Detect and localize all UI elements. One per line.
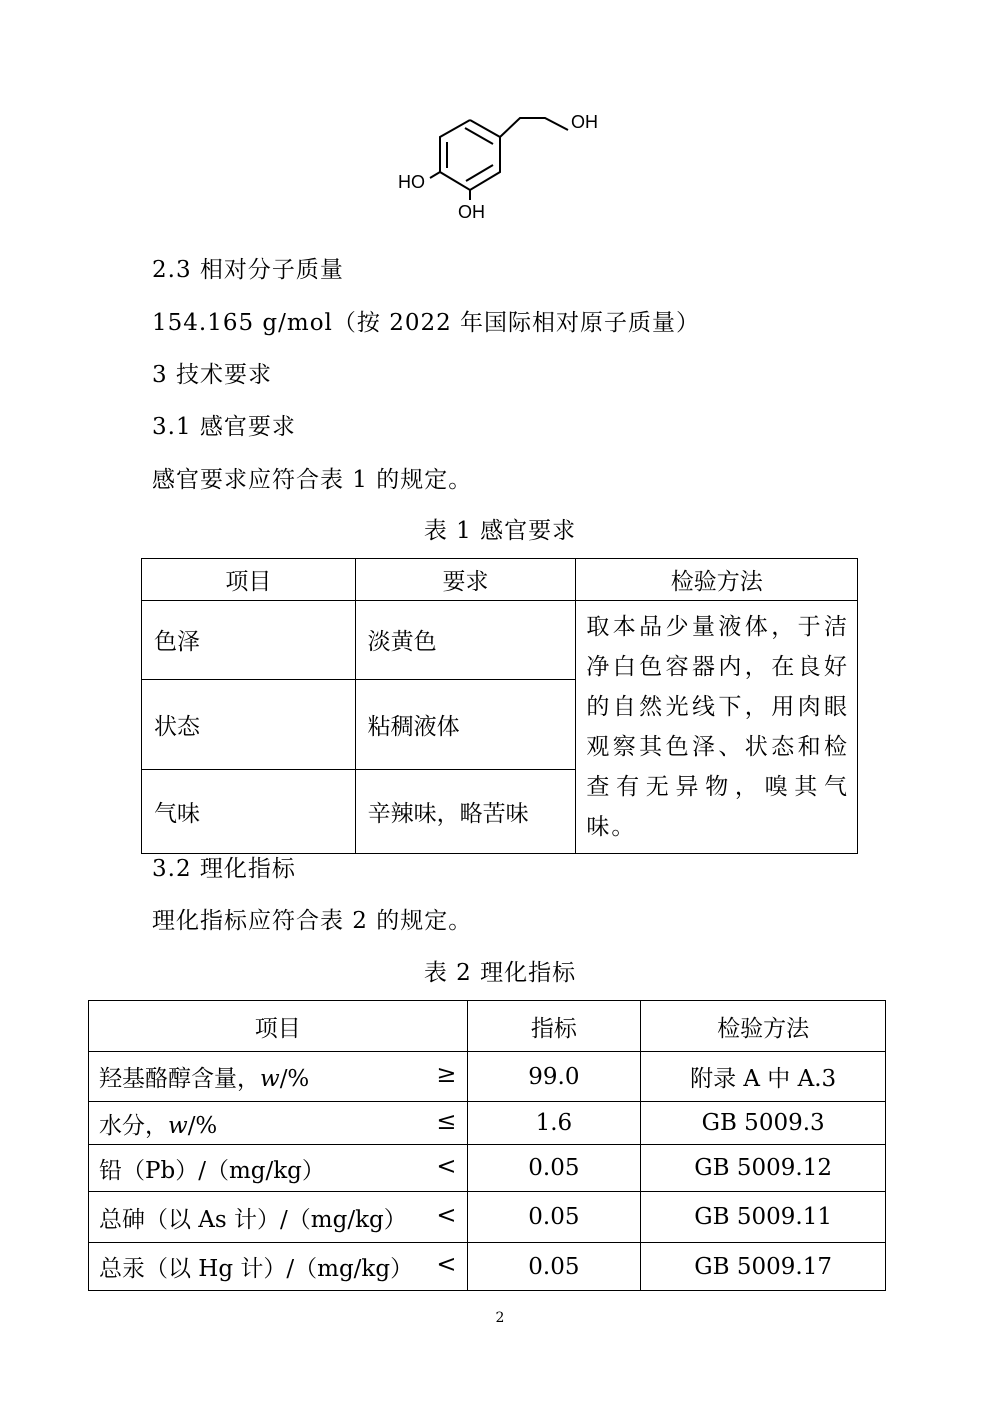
table-row — [142, 601, 858, 680]
table-row — [89, 1102, 886, 1145]
page-number: 2 — [495, 1310, 505, 1326]
header-item: 项目 — [142, 559, 356, 601]
oh-label-top: OH — [571, 112, 598, 132]
table-header-row — [142, 559, 858, 601]
oh-label-bottom: OH — [458, 202, 485, 222]
section-3-2-text: 理化指标应符合表 2 的规定。 — [152, 908, 473, 934]
method-cell: GB 5009.3 — [641, 1102, 886, 1145]
header-item: 项目 — [89, 1001, 468, 1052]
requirement-cell: 辛辣味，略苦味 — [355, 770, 576, 854]
item-cell: 气味 — [142, 770, 356, 854]
item-text: 铅（Pb）/（mg/kg） — [99, 1157, 325, 1184]
hydroxytyrosol-structure — [380, 100, 620, 230]
section-3-heading: 3 技术要求 — [152, 362, 272, 388]
table-2-caption: 表 2 理化指标 — [423, 960, 577, 986]
item-cell: 色泽 — [142, 601, 356, 680]
item-cell — [89, 1192, 468, 1243]
item-text: 羟基酪醇含量， — [99, 1066, 260, 1092]
method-cell: GB 5009.11 — [641, 1192, 886, 1243]
item-variable: w — [260, 1066, 280, 1092]
item-variable: w — [168, 1112, 188, 1139]
item-text: 水分， — [99, 1112, 168, 1139]
comparison-symbol: ≥ — [436, 1060, 457, 1088]
section-3-2-heading: 3.2 理化指标 — [152, 856, 296, 882]
item-cell — [89, 1052, 468, 1102]
value-cell: 0.05 — [467, 1145, 641, 1192]
table-row — [89, 1145, 886, 1192]
table-row — [89, 1243, 886, 1291]
header-method: 检验方法 — [576, 559, 858, 601]
item-cell — [89, 1243, 468, 1291]
value-cell: 1.6 — [467, 1102, 641, 1145]
method-cell: GB 5009.12 — [641, 1145, 886, 1192]
method-cell: 附录 A 中 A.3 — [641, 1052, 886, 1102]
value-cell: 99.0 — [467, 1052, 641, 1102]
requirement-cell: 粘稠液体 — [355, 679, 576, 769]
table-row — [89, 1052, 886, 1102]
method-cell: GB 5009.17 — [641, 1243, 886, 1291]
table-1-caption: 表 1 感官要求 — [423, 518, 577, 544]
table-row — [89, 1192, 886, 1243]
value-cell: 0.05 — [467, 1192, 641, 1243]
item-text: 总砷（以 As 计）/（mg/kg） — [99, 1206, 407, 1233]
method-cell: 取本品少量液体，于洁净白色容器内，在良好的自然光线下，用肉眼观察其色泽、状态和检查有无异物，嗅其气味。 — [576, 601, 858, 854]
header-method: 检验方法 — [641, 1001, 886, 1052]
item-cell: 状态 — [142, 679, 356, 769]
section-3-1-heading: 3.1 感官要求 — [152, 414, 296, 440]
header-index: 指标 — [467, 1001, 641, 1052]
item-unit: /% — [279, 1066, 310, 1092]
comparison-symbol: < — [436, 1151, 457, 1180]
comparison-symbol: < — [436, 1250, 457, 1278]
item-text: 总汞（以 Hg 计）/（mg/kg） — [99, 1256, 414, 1282]
item-cell — [89, 1145, 468, 1192]
requirement-cell: 淡黄色 — [355, 601, 576, 680]
sensory-table — [141, 558, 858, 854]
section-3-1-text: 感官要求应符合表 1 的规定。 — [152, 467, 473, 493]
ho-label-left: HO — [398, 172, 425, 192]
value-cell: 0.05 — [467, 1243, 641, 1291]
molecular-mass-text: 154.165 g/mol（按 2022 年国际相对原子质量） — [152, 310, 701, 336]
item-cell — [89, 1102, 468, 1145]
comparison-symbol: ≤ — [436, 1106, 457, 1135]
item-unit: /% — [187, 1112, 218, 1139]
table-header-row — [89, 1001, 886, 1052]
header-requirement: 要求 — [355, 559, 576, 601]
comparison-symbol: < — [436, 1200, 457, 1229]
physicochemical-table — [88, 1000, 886, 1291]
section-2-3-heading: 2.3 相对分子质量 — [152, 257, 344, 283]
